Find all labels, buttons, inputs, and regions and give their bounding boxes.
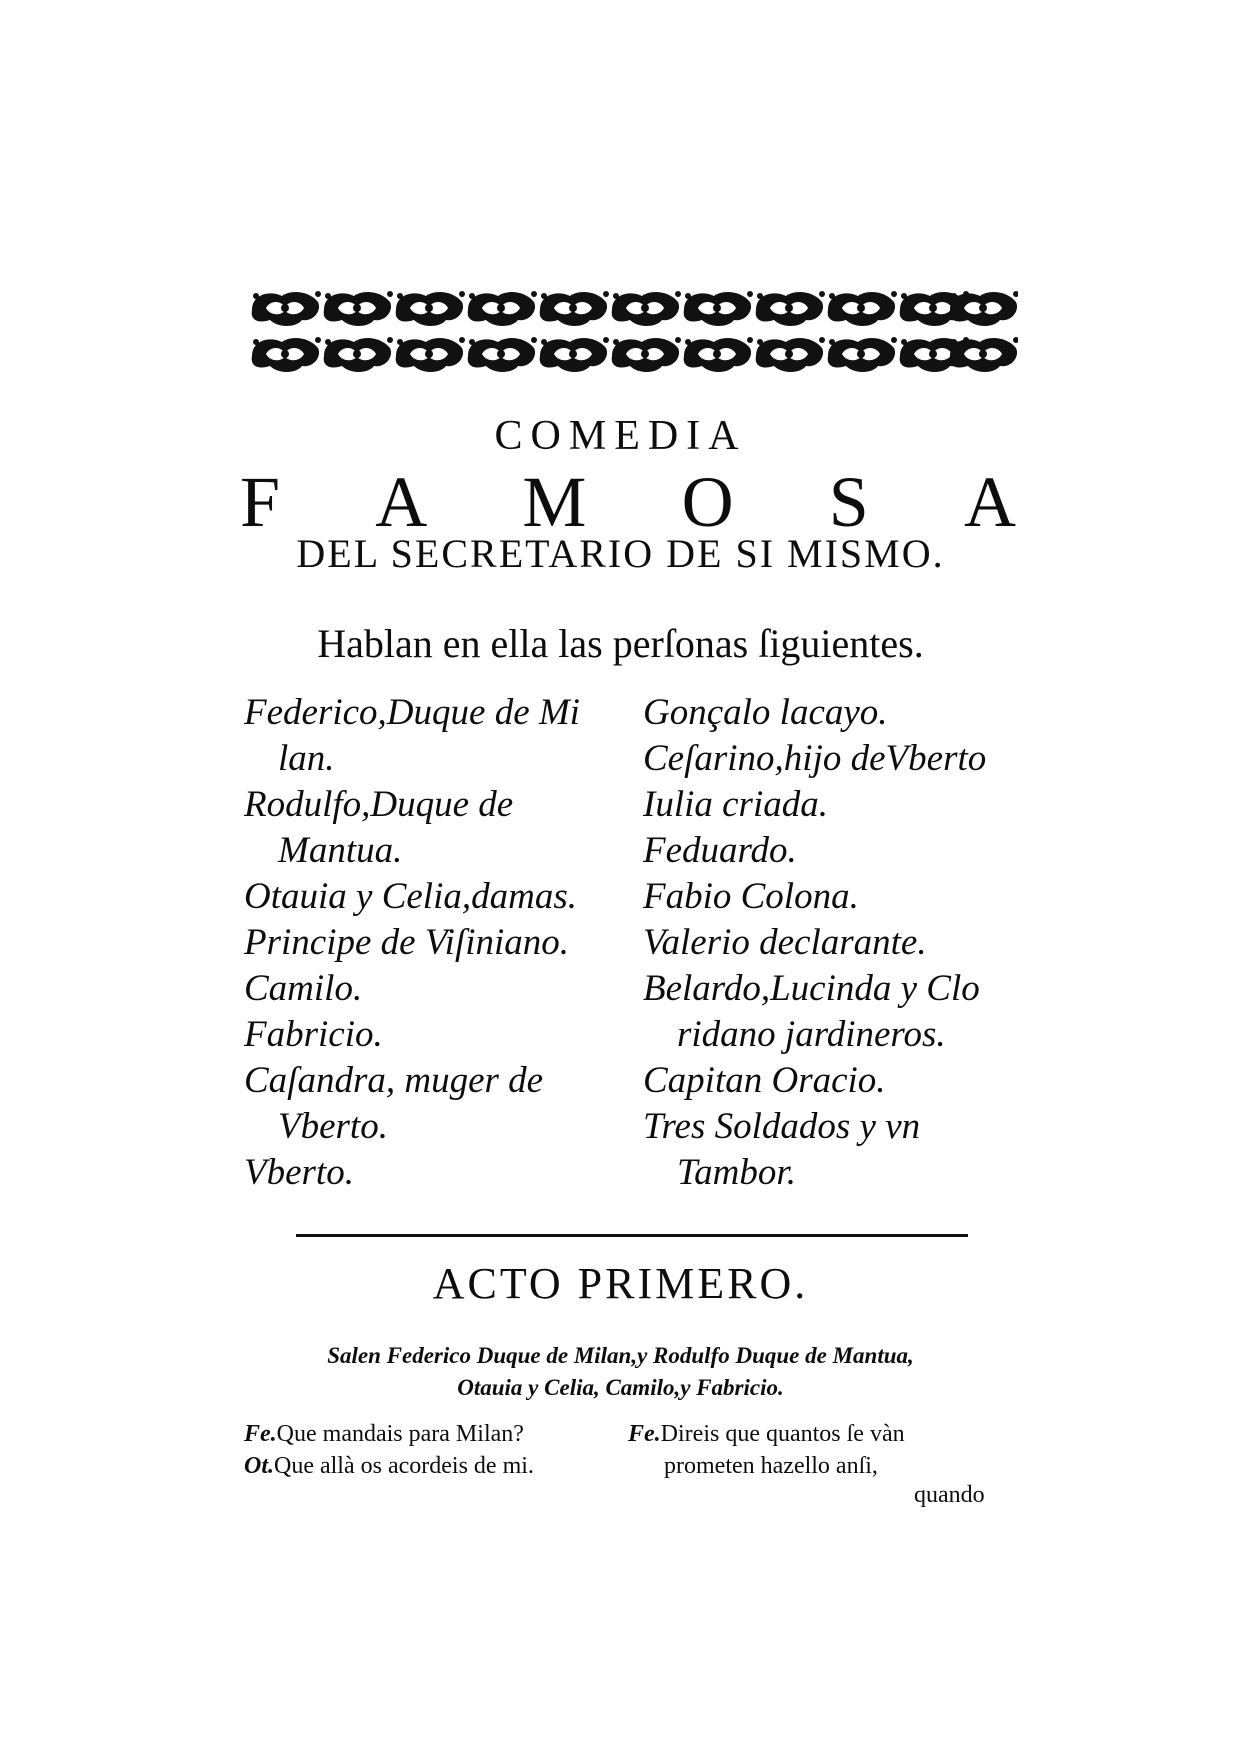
cast-item xyxy=(643,782,1023,828)
cast-line: Valerio declarante. xyxy=(643,922,927,963)
cast-list-left xyxy=(244,690,644,1196)
title-subtitle: DEL SECRETARIO DE SI MISMO. xyxy=(296,531,945,576)
cast-line: Federico,Duque de Mi xyxy=(244,692,580,733)
famosa-letter: O xyxy=(681,462,734,542)
speaker-label: Ot. xyxy=(244,1453,274,1479)
cast-item xyxy=(244,920,644,966)
speaker-label: Fe. xyxy=(244,1421,277,1447)
cast-item xyxy=(244,1150,644,1196)
cast-item xyxy=(643,1104,1023,1196)
ornament-band xyxy=(248,288,1018,378)
dialogue-line xyxy=(244,1418,604,1450)
verse-text: Direis que quantos ſe vàn xyxy=(660,1421,905,1447)
cast-item xyxy=(643,874,1023,920)
cast-item xyxy=(643,690,1023,736)
cast-item xyxy=(643,1058,1023,1104)
verse-text: Que mandais para Milan? xyxy=(276,1421,524,1447)
cast-line: Principe de Viſiniano. xyxy=(244,922,570,963)
cast-line: Otauia y Celia,damas. xyxy=(244,876,577,917)
cast-item xyxy=(244,874,644,920)
cast-heading: Hablan en ella las perſonas ſiguientes. xyxy=(317,621,924,666)
cast-item xyxy=(244,782,644,874)
cast-line-cont: lan. xyxy=(278,738,335,779)
stage-direction-line: Salen Federico Duque de Milan,y Rodulfo Duque de Mantua, xyxy=(327,1343,914,1368)
cast-item xyxy=(643,966,1023,1058)
famosa-letter: A xyxy=(963,462,1016,542)
cast-line: Tres Soldados y vn xyxy=(643,1106,921,1147)
speaker-label: Fe. xyxy=(628,1421,661,1447)
cast-item xyxy=(244,690,644,782)
cast-line: Iulia criada. xyxy=(643,784,828,825)
cast-line: Capitan Oracio. xyxy=(643,1060,886,1101)
act-heading: ACTO PRIMERO. xyxy=(432,1259,809,1308)
cast-line: Rodulfo,Duque de xyxy=(244,784,514,825)
dialogue-line xyxy=(628,1450,1048,1482)
cast-line: Gonçalo lacayo. xyxy=(643,692,888,733)
cast-list-right xyxy=(643,690,1023,1196)
cast-item xyxy=(643,920,1023,966)
famosa-letter: M xyxy=(522,462,587,542)
cast-item xyxy=(244,1012,644,1058)
ornament-icon xyxy=(248,288,1018,378)
cast-item xyxy=(643,736,1023,782)
catchword: quando xyxy=(914,1482,985,1508)
dialogue-column-right xyxy=(628,1418,1048,1482)
cast-line: Caſandra, muger de xyxy=(244,1060,544,1101)
cast-item xyxy=(244,1058,644,1150)
cast-line: Fabricio. xyxy=(244,1014,383,1055)
famosa-letter: S xyxy=(828,462,869,542)
stage-direction-line: Otauia y Celia, Camilo,y Fabricio. xyxy=(457,1375,784,1400)
cast-item xyxy=(244,966,644,1012)
title-comedia: COMEDIA xyxy=(494,413,747,459)
cast-line: Fabio Colona. xyxy=(643,876,859,917)
divider-rule xyxy=(296,1234,968,1237)
cast-line-cont: ridano jardineros. xyxy=(677,1014,946,1055)
cast-line-cont: Mantua. xyxy=(278,830,403,871)
dialogue-line xyxy=(628,1418,1048,1450)
verse-text: Que allà os acordeis de mi. xyxy=(274,1453,534,1479)
cast-line: Camilo. xyxy=(244,968,363,1009)
famosa-letter: A xyxy=(375,462,428,542)
cast-item xyxy=(643,828,1023,874)
famosa-letter: F xyxy=(240,462,281,542)
cast-line: Ceſarino,hijo deVberto xyxy=(643,738,987,779)
dialogue-column-left xyxy=(244,1418,604,1482)
cast-line: Feduardo. xyxy=(643,830,797,871)
cast-line: Vberto. xyxy=(244,1152,354,1193)
dialogue-line xyxy=(244,1450,604,1482)
verse-text: prometen hazello anſi, xyxy=(664,1453,878,1479)
cast-line: Belardo,Lucinda y Clo xyxy=(643,968,980,1009)
cast-line-cont: Vberto. xyxy=(278,1106,388,1147)
cast-line-cont: Tambor. xyxy=(677,1152,796,1193)
